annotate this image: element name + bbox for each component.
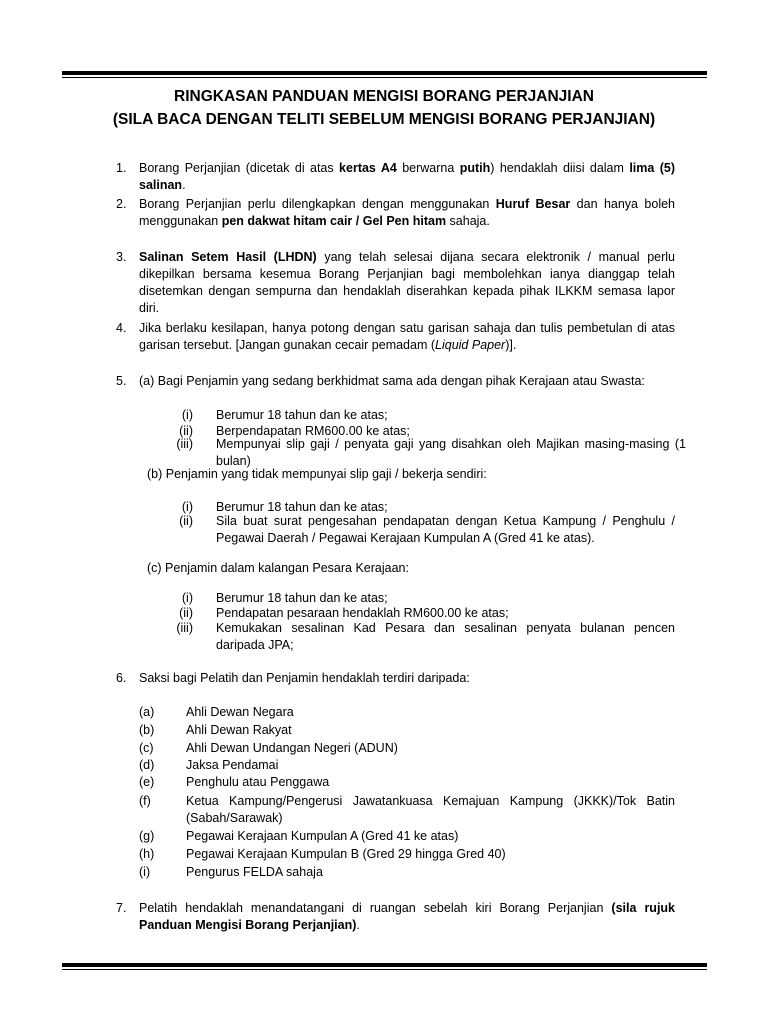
item-5a-heading: (a) Bagi Penjamin yang sedang berkhidmat sama ada dengan pihak Kerajaan atau Swasta: bbox=[139, 374, 645, 388]
roman-iii: (iii) bbox=[176, 437, 193, 451]
item-7-text: Pelatih hendaklah menandatangani di ruangan sebelah kiri Borang Perjanjian (sila rujuk Panduan Mengisi Borang Perjanjian). bbox=[139, 901, 676, 932]
item-5c-1: Berumur 18 tahun dan ke atas; bbox=[216, 591, 388, 605]
item-3-text: Salinan Setem Hasil (LHDN) yang telah selesai dijana secara elektronik / manual perlu dikepilkan bersama kesemua Borang Perjanjian bagi membolehkan ianya dianggap telah disetemkan dengan sempurna dan hendaklah diserahkan kepada pihak ILKKM semasa lapor diri. bbox=[139, 250, 675, 315]
witness-h: Pegawai Kerajaan Kumpulan B (Gred 29 hingga Gred 40) bbox=[186, 847, 506, 861]
witness-d: Jaksa Pendamai bbox=[186, 758, 279, 772]
witness-label-i: (i) bbox=[139, 865, 151, 879]
item-5a-3: Mempunyai slip gaji / penyata gaji yang disahkan oleh Majikan masing-masing (1 bulan) bbox=[216, 437, 686, 468]
witness-i: Pengurus FELDA sahaja bbox=[186, 865, 323, 879]
item-6-text: Saksi bagi Pelatih dan Penjamin hendaklah terdiri daripada: bbox=[139, 671, 470, 685]
item-2-text: Borang Perjanjian perlu dilengkapkan dengan menggunakan Huruf Besar dan hanya boleh menggunakan pen dakwat hitam cair / Gel Pen hitam sahaja. bbox=[139, 197, 675, 228]
item-5c-heading: (c) Penjamin dalam kalangan Pesara Kerajaan: bbox=[147, 561, 409, 575]
item-5b-heading: (b) Penjamin yang tidak mempunyai slip gaji / bekerja sendiri: bbox=[147, 467, 487, 481]
witness-label-b: (b) bbox=[139, 723, 155, 737]
witness-label-c: (c) bbox=[139, 741, 154, 755]
witness-f: Ketua Kampung/Pengerusi Jawatankuasa Kemajuan Kampung (JKKK)/Tok Batin (Sabah/Sarawak) bbox=[186, 794, 675, 825]
witness-label-f: (f) bbox=[139, 794, 151, 808]
roman-i: (i) bbox=[181, 500, 193, 514]
item-5c-2: Pendapatan pesaraan hendaklah RM600.00 ke atas; bbox=[216, 606, 509, 620]
page-title: RINGKASAN PANDUAN MENGISI BORANG PERJANJIAN bbox=[174, 88, 594, 105]
bottom-rule bbox=[62, 963, 707, 970]
top-rule bbox=[62, 71, 707, 78]
witness-label-g: (g) bbox=[139, 829, 155, 843]
item-number-3: 3. bbox=[116, 250, 127, 264]
item-1-text: Borang Perjanjian (dicetak di atas kertas A4 berwarna putih) hendaklah diisi dalam lima (5) salinan. bbox=[139, 161, 676, 192]
item-number-7: 7. bbox=[116, 901, 127, 915]
item-5c-3: Kemukakan sesalinan Kad Pesara dan sesalinan penyata bulanan pencen daripada JPA; bbox=[216, 621, 675, 652]
item-5b-2: Sila buat surat pengesahan pendapatan dengan Ketua Kampung / Penghulu / Pegawai Daerah / Pegawai Kerajaan Kumpulan A (Gred 41 ke atas). bbox=[216, 514, 675, 545]
witness-label-a: (a) bbox=[139, 705, 155, 719]
item-4-text: Jika berlaku kesilapan, hanya potong dengan satu garisan sahaja dan tulis pembetulan di atas garisan tersebut. [Jangan gunakan cecair pemadam (Liquid Paper)]. bbox=[139, 321, 675, 352]
witness-a: Ahli Dewan Negara bbox=[186, 705, 294, 719]
item-number-4: 4. bbox=[116, 321, 127, 335]
witness-label-d: (d) bbox=[139, 758, 155, 772]
item-5a-2: Berpendapatan RM600.00 ke atas; bbox=[216, 424, 410, 438]
item-number-6: 6. bbox=[116, 671, 127, 685]
witness-label-h: (h) bbox=[139, 847, 155, 861]
item-number-5: 5. bbox=[116, 374, 127, 388]
roman-i: (i) bbox=[181, 408, 193, 422]
roman-i: (i) bbox=[181, 591, 193, 605]
roman-ii: (ii) bbox=[179, 424, 193, 438]
item-5b-1: Berumur 18 tahun dan ke atas; bbox=[216, 500, 388, 514]
witness-label-e: (e) bbox=[139, 775, 155, 789]
roman-ii: (ii) bbox=[179, 514, 193, 528]
item-number-1: 1. bbox=[116, 161, 127, 175]
witness-g: Pegawai Kerajaan Kumpulan A (Gred 41 ke atas) bbox=[186, 829, 459, 843]
witness-b: Ahli Dewan Rakyat bbox=[186, 723, 292, 737]
witness-c: Ahli Dewan Undangan Negeri (ADUN) bbox=[186, 741, 398, 755]
witness-e: Penghulu atau Penggawa bbox=[186, 775, 330, 789]
roman-ii: (ii) bbox=[179, 606, 193, 620]
roman-iii: (iii) bbox=[176, 621, 193, 635]
page-subtitle: (SILA BACA DENGAN TELITI SEBELUM MENGISI BORANG PERJANJIAN) bbox=[112, 111, 656, 128]
item-number-2: 2. bbox=[116, 197, 127, 211]
item-5a-1: Berumur 18 tahun dan ke atas; bbox=[216, 408, 388, 422]
